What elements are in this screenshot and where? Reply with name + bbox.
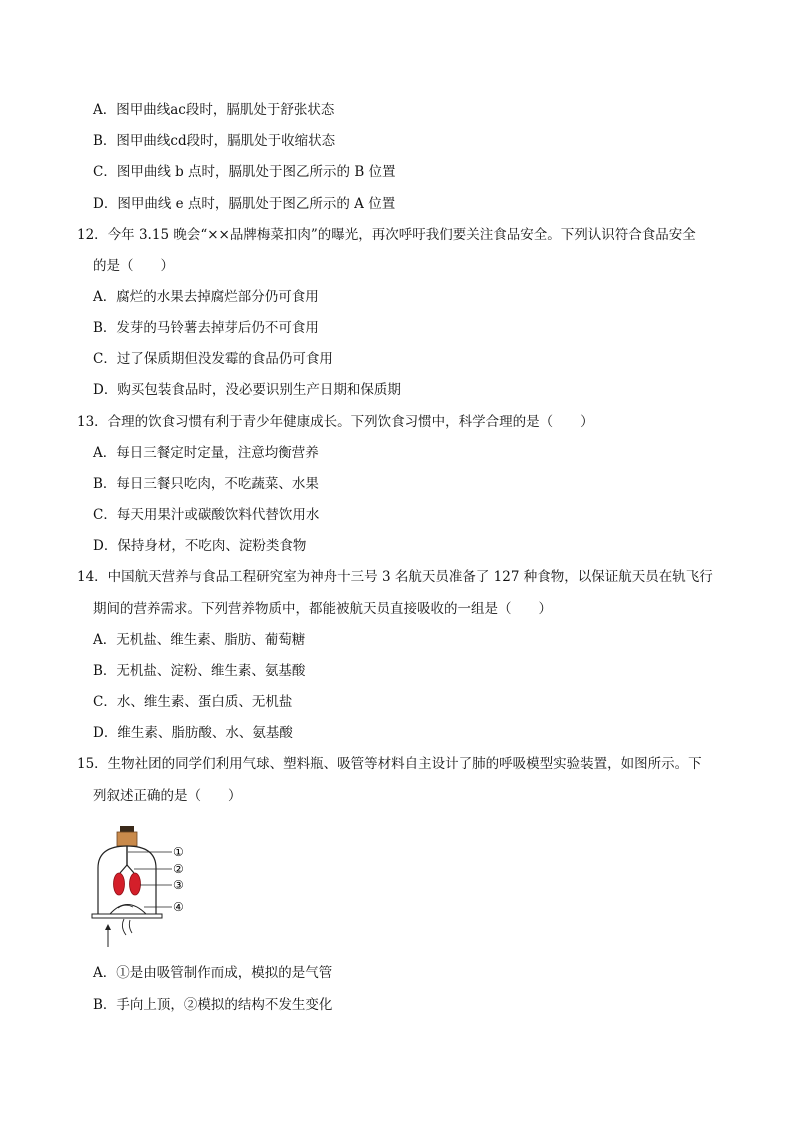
q12-option-a: A．腐烂的水果去掉腐烂部分仍可食用 bbox=[93, 289, 319, 305]
q14-option-a: A．无机盐、维生素、脂肪、葡萄糖 bbox=[93, 632, 306, 648]
q14-option-b: B．无机盐、淀粉、维生素、氨基酸 bbox=[93, 663, 306, 679]
q12-stem-line2: 的是（ ） bbox=[93, 258, 174, 274]
bronchi bbox=[120, 865, 134, 873]
q13-option-a: A．每日三餐定时定量，注意均衡营养 bbox=[93, 445, 319, 461]
q11-option-a: A．图甲曲线ac段时，膈肌处于舒张状态 bbox=[93, 102, 335, 118]
q15-stem-line2: 列叙述正确的是（ ） bbox=[93, 788, 242, 804]
q13-option-c: C．每天用果汁或碳酸饮料代替饮用水 bbox=[93, 507, 320, 523]
base-plate bbox=[92, 914, 162, 918]
rubber-membrane bbox=[110, 905, 146, 915]
lung-model-diagram bbox=[88, 823, 198, 951]
lung-model-figure bbox=[88, 823, 198, 951]
left-balloon bbox=[114, 873, 125, 895]
q14-stem-line1: 14．中国航天营养与食品工程研究室为神舟十三号 3 名航天员准备了 127 种食物，以保证航天员在轨飞行 bbox=[77, 569, 713, 585]
q14-stem-line2: 期间的营养需求。下列营养物质中，都能被航天员直接吸收的一组是（ ） bbox=[93, 601, 552, 617]
q15-option-a: A．①是由吸管制作而成，模拟的是气管 bbox=[93, 965, 333, 981]
q13-option-d: D．保持身材，不吃肉、淀粉类食物 bbox=[93, 538, 307, 554]
q12-option-b: B．发芽的马铃薯去掉芽后仍不可食用 bbox=[93, 320, 319, 336]
q15-stem-line1: 15．生物社团的同学们利用气球、塑料瓶、吸管等材料自主设计了肺的呼吸模型实验装置，如图所示。下 bbox=[77, 756, 702, 772]
q15-option-b: B．手向上顶，②模拟的结构不发生变化 bbox=[93, 997, 333, 1013]
figure-label-4: ④ bbox=[173, 900, 184, 914]
q14-option-c: C．水、维生素、蛋白质、无机盐 bbox=[93, 694, 293, 710]
figure-label-1: ① bbox=[173, 845, 184, 859]
hand bbox=[122, 919, 132, 935]
q13-option-b: B．每日三餐只吃肉，不吃蔬菜、水果 bbox=[93, 476, 319, 492]
q13-stem-line1: 13．合理的饮食习惯有利于青少年健康成长。下列饮食习惯中，科学合理的是（ ） bbox=[77, 414, 594, 430]
q11-option-c: C．图甲曲线 b 点时，膈肌处于图乙所示的 B 位置 bbox=[93, 164, 396, 180]
q12-stem-line1: 12．今年 3.15 晚会“××品牌梅菜扣肉”的曝光，再次呼吁我们要关注食品安全。下列认识符合食品安全 bbox=[77, 227, 696, 243]
figure-label-2: ② bbox=[173, 862, 184, 876]
right-balloon bbox=[130, 873, 141, 895]
q14-option-d: D．维生素、脂肪酸、水、氨基酸 bbox=[93, 725, 293, 741]
q11-option-d: D．图甲曲线 e 点时，膈肌处于图乙所示的 A 位置 bbox=[93, 196, 396, 212]
stopper bbox=[117, 832, 137, 846]
q12-option-c: C．过了保质期但没发霉的食品仍可食用 bbox=[93, 351, 333, 367]
figure-label-3: ③ bbox=[173, 878, 184, 892]
q11-option-b: B．图甲曲线cd段时，膈肌处于收缩状态 bbox=[93, 133, 336, 149]
q12-option-d: D．购买包装食品时，没必要识别生产日期和保质期 bbox=[93, 382, 401, 398]
stopper-cap bbox=[120, 826, 134, 832]
